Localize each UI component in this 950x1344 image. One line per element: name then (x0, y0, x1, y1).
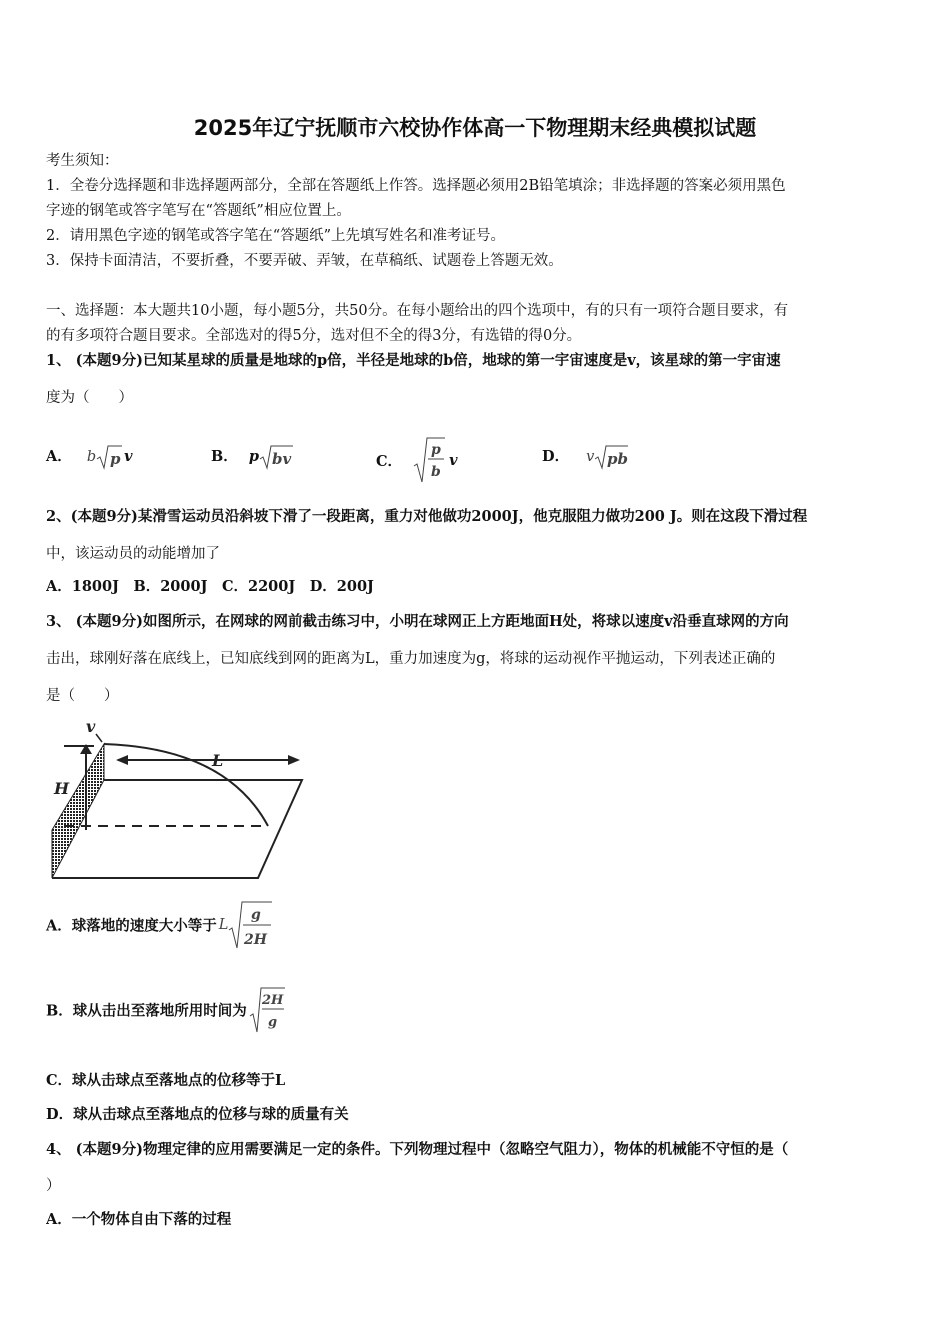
math-denominator: 2H (244, 932, 268, 948)
notice-heading: 考生须知： (46, 153, 119, 169)
question-1-stem-end: 度为（ ） (46, 390, 133, 406)
math-coef: v (586, 449, 595, 465)
label-l: L (212, 751, 224, 770)
q1-option-d[interactable] (542, 444, 630, 470)
q1-option-a[interactable] (46, 444, 133, 470)
label-h: H (54, 779, 70, 798)
sqrt-icon (96, 444, 122, 470)
q3-option-a[interactable] (46, 900, 274, 950)
question-3-stem: 3、 (本题9分)如图所示，在网球的网前截击练习中，小明在球网正上方距地面H处，将球以速度v沿垂直球网的方向 (46, 613, 789, 630)
math-numerator: p (431, 442, 441, 458)
question-2-stem: 2、(本题9分)某滑雪运动员沿斜坡下滑了一段距离，重力对他做功2000J，他克服阻力做功200 J。则在这段下滑过程 (46, 508, 808, 525)
question-2-options[interactable]: A．1800J B．2000J C．2200J D．200J (46, 578, 374, 595)
q1-option-c[interactable] (376, 436, 458, 484)
notice-item: 字迹的钢笔或答字笔写在“答题纸”相应位置上。 (46, 203, 351, 219)
label-v: v (86, 718, 96, 736)
sqrt-icon (594, 444, 630, 470)
page-title: 2025年辽宁抚顺市六校协作体高一下物理期末经典模拟试题 (193, 116, 757, 140)
q3-option-c[interactable]: C．球从击球点至落地点的位移等于L (46, 1072, 286, 1089)
math-radicand: bv (271, 450, 292, 468)
question-3-stem-end: 是（ ） (46, 688, 119, 704)
math-numerator: 2H (261, 993, 284, 1008)
q3-option-d[interactable]: D．球从击球点至落地点的位移与球的质量有关 (46, 1106, 349, 1123)
trajectory-curve (104, 744, 268, 826)
notice-item: 1．全卷分选择题和非选择题两部分，全部在答题纸上作答。选择题必须用2B铅笔填涂；非选择题的答案必须用黑色 (46, 178, 786, 194)
question-4-stem-end: ） (46, 1178, 61, 1194)
math-numerator: g (251, 907, 262, 923)
option-label: D． (542, 448, 570, 465)
net-shape (52, 744, 104, 878)
math-denominator: b (431, 464, 441, 480)
option-text: A．球落地的速度大小等于 (46, 917, 217, 935)
notice-item: 2．请用黑色字迹的钢笔或答字笔在“答题纸”上先填写姓名和准考证号。 (46, 228, 506, 244)
math-denominator: g (267, 1015, 277, 1030)
option-label: B． (211, 448, 238, 465)
tennis-court-figure (46, 718, 308, 884)
q3-option-b[interactable] (46, 986, 287, 1034)
sqrt-fraction-icon (249, 986, 287, 1034)
math-suffix: v (449, 451, 458, 469)
question-3-stem: 击出，球刚好落在底线上，已知底线到网的距离为L，重力加速度为g，将球的运动视作平抛运动，下列表述正确的 (46, 651, 776, 667)
math-coef: p (248, 448, 259, 465)
notice-item: 3．保持卡面清洁，不要折叠，不要弄破、弄皱，在草稿纸、试题卷上答题无效。 (46, 253, 563, 269)
sqrt-icon (259, 444, 295, 470)
math-coef: b (86, 449, 97, 465)
q4-option-a[interactable]: A．一个物体自由下落的过程 (46, 1211, 232, 1228)
math-suffix: v (124, 448, 133, 465)
q1-option-b[interactable] (211, 444, 295, 470)
option-label: A． (46, 448, 72, 465)
sqrt-fraction-icon (228, 900, 274, 950)
section-heading: 一、选择题：本大题共10小题，每小题5分，共50分。在每小题给出的四个选项中，有的只有一项符合题目要求，有 (46, 303, 789, 319)
option-label: C． (376, 452, 403, 470)
math-coef: L (218, 917, 229, 933)
question-4-stem: 4、 (本题9分)物理定律的应用需要满足一定的条件。下列物理过程中（忽略空气阻力），物体的机械能不守恒的是（ (46, 1141, 789, 1158)
question-1-stem: 1、 (本题9分)已知某星球的质量是地球的p倍，半径是地球的b倍，地球的第一宇宙速度是v，该星球的第一宇宙速 (46, 352, 781, 369)
section-text: 的有多项符合题目要求。全部选对的得5分，选对但不全的得3分，有选错的得0分。 (46, 328, 582, 344)
math-radicand: pb (607, 450, 629, 468)
sqrt-fraction-icon (413, 436, 447, 484)
option-text: B．球从击出至落地所用时间为 (46, 1002, 247, 1020)
question-2-stem-end: 中，该运动员的动能增加了 (46, 546, 220, 562)
math-radicand: p (110, 450, 121, 468)
